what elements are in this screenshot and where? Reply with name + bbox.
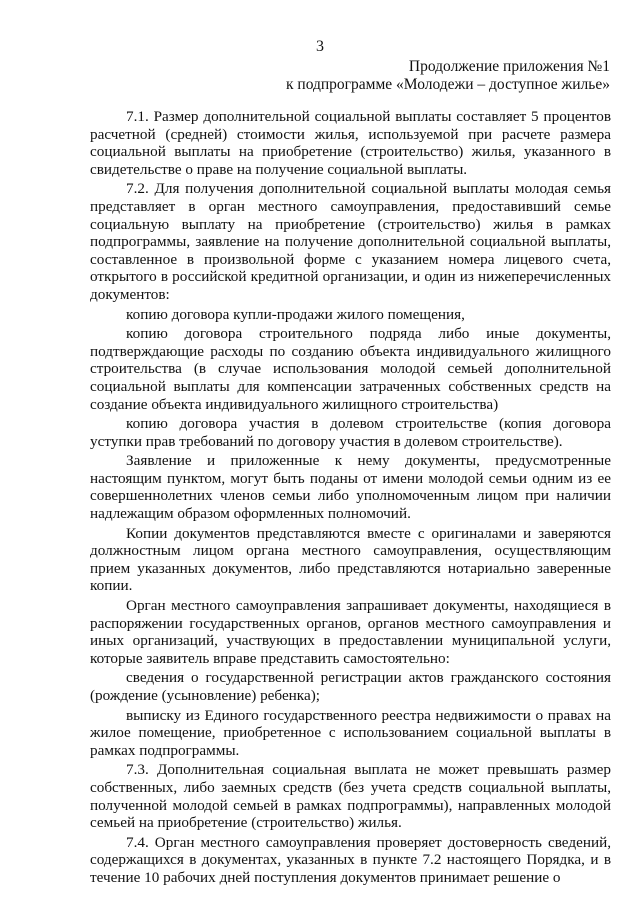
- list-item-civil-registration: сведения о государственной регистрации актов гражданского состояния (рождение (усыновление) ребенка);: [90, 669, 611, 704]
- appendix-header-line-2: к подпрограмме «Молодежи – доступное жилье»: [286, 76, 610, 93]
- page-number: 3: [316, 38, 324, 55]
- paragraph-document-copies: Копии документов представляются вместе с оригиналами и заверяются должностным лицом органа местного самоуправления, осуществляющим прием указанных документов, либо представляются нотариально заверенные копии.: [90, 524, 611, 595]
- list-item-real-estate-extract: выписку из Единого государственного реестра недвижимости о правах на жилое помещение, приобретенное с использованием социальной выплаты в рамках подпрограммы.: [90, 706, 611, 759]
- paragraph-7-1: 7.1. Размер дополнительной социальной выплаты составляет 5 процентов расчетной (средней) стоимости жилья, используемой при расчете размера социальной выплаты на приобретение (строительство) жилья, указанного в свидетельстве о праве на получение социальной выплаты.: [90, 108, 611, 178]
- list-item-sale-contract: копию договора купли-продажи жилого помещения,: [126, 305, 465, 323]
- appendix-header: [286, 58, 610, 94]
- list-item-construction-contract: копию договора строительного подряда либо иные документы, подтверждающие расходы по созданию объекта индивидуального жилищного строительства (в случае использования молодой семьей дополнительной социальной выплаты для компенсации затраченных собственных средств на создание объекта индивидуального жилищного строительства): [90, 325, 611, 413]
- paragraph-7-4: 7.4. Орган местного самоуправления проверяет достоверность сведений, содержащихся в документах, указанных в пункте 7.2 настоящего Порядка, и в течение 10 рабочих дней поступления документов принимает решение о: [90, 833, 611, 886]
- appendix-header-line-1: Продолжение приложения №1: [408, 58, 610, 75]
- document-body: [90, 108, 611, 889]
- list-item-shared-construction: копию договора участия в долевом строительстве (копия договора уступки прав требований по договору участия в долевом строительстве).: [90, 415, 611, 450]
- paragraph-7-2: 7.2. Для получения дополнительной социальной выплаты молодая семья представляет в орган местного самоуправления, предоставивший семье социальную выплату на приобретение (строительство) жилья в рамках подпрограммы, заявление на получение дополнительной социальной выплаты, составленное в произвольной форме с указанием номера лицевого счета, открытого в российской кредитной организации, и один из нижеперечисленных документов:: [90, 180, 611, 303]
- paragraph-application-submission: Заявление и приложенные к нему документы, предусмотренные настоящим пунктом, могут быть поданы от имени молодой семьи одним из ее совершеннолетних членов семьи либо уполномоченным лицом при наличии надлежащим образом оформленных полномочий.: [90, 452, 611, 523]
- paragraph-requested-documents: Орган местного самоуправления запрашивает документы, находящиеся в распоряжении государственных органов, органов местного самоуправления и иных организаций, участвующих в предоставлении муниципальной услуги, которые заявитель вправе представить самостоятельно:: [90, 597, 611, 667]
- paragraph-7-3: 7.3. Дополнительная социальная выплата не может превышать размер собственных, либо заемных средств (без учета средств социальной выплаты, полученной молодой семьей в рамках подпрограммы), направленных молодой семьей на приобретение (строительство) жилья.: [90, 761, 611, 832]
